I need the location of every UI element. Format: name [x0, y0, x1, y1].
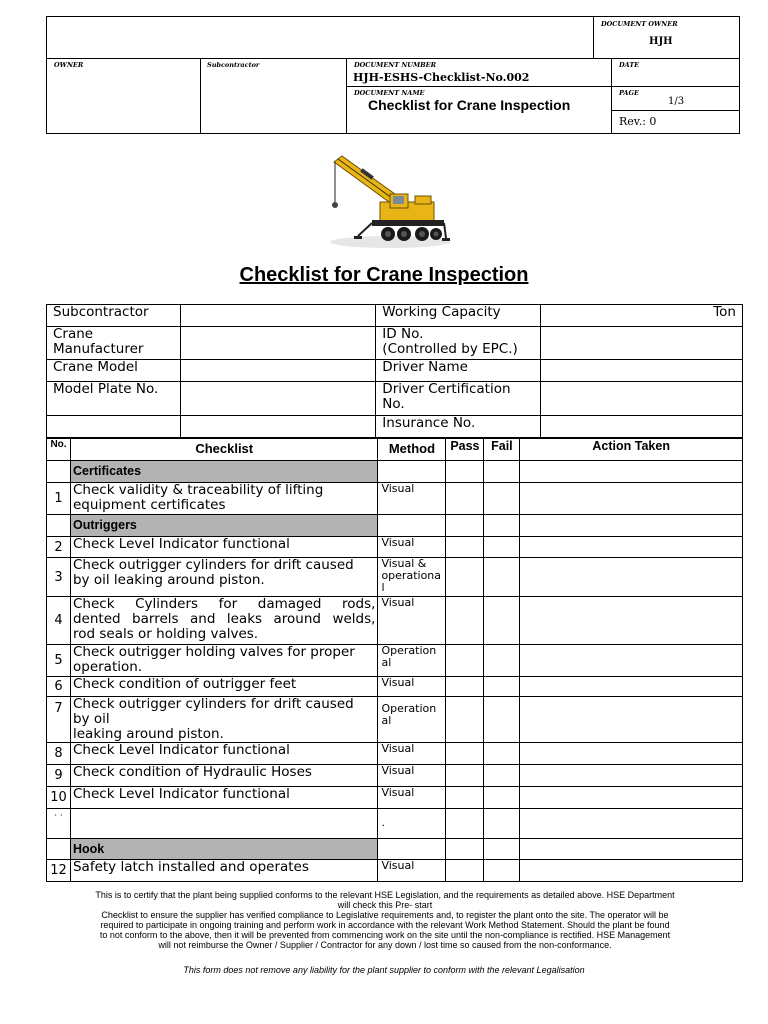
- action-cell[interactable]: [520, 860, 743, 882]
- action-cell[interactable]: [520, 743, 743, 765]
- working-capacity-field[interactable]: [540, 305, 742, 327]
- method-cell: Visual: [378, 765, 446, 787]
- date-label: DATE: [619, 61, 640, 69]
- method-cell: Visual: [378, 537, 446, 558]
- table-row: 4 Check Cylinders for damaged rods, dented barrels and leaks around welds, rod seals or holding valves. Visual: [47, 597, 743, 645]
- crane-info-table: [46, 304, 743, 438]
- action-cell[interactable]: [520, 645, 743, 677]
- document-number-label: DOCUMENT NUMBER: [354, 61, 436, 69]
- page-label: PAGE: [619, 89, 639, 97]
- table-row: · · .: [47, 809, 743, 839]
- table-row: 1 Check validity & traceability of lifting equipment certificates Visual: [47, 483, 743, 515]
- pass-cell[interactable]: [446, 597, 484, 645]
- action-cell[interactable]: [520, 809, 743, 839]
- table-row: 3 Check outrigger cylinders for drift caused by oil leaking around piston. Visual & operationa l: [47, 558, 743, 597]
- driver-cert-label: Driver Certification No.: [376, 382, 541, 416]
- action-cell[interactable]: [520, 537, 743, 558]
- col-action-header: Action Taken: [520, 439, 743, 461]
- check-item: Check Level Indicator functional: [70, 743, 377, 765]
- checklist-table: [46, 438, 743, 882]
- ton-unit: Ton: [713, 304, 736, 320]
- pass-cell[interactable]: [446, 558, 484, 597]
- id-no-field[interactable]: [540, 327, 742, 360]
- page-value: 1/3: [668, 96, 685, 107]
- method-cell: Visual: [378, 597, 446, 645]
- method-cell: Visual: [378, 787, 446, 809]
- method-cell: Visual: [378, 743, 446, 765]
- document-owner-label: DOCUMENT OWNER: [601, 20, 678, 28]
- col-fail-header: Fail: [484, 439, 520, 461]
- driver-cert-field[interactable]: [540, 382, 742, 416]
- fail-cell[interactable]: [484, 697, 520, 743]
- id-no-label: ID No. (Controlled by EPC.): [376, 327, 541, 360]
- check-item: Check condition of Hydraulic Hoses: [70, 765, 377, 787]
- col-checklist-header: Checklist: [70, 439, 377, 461]
- method-cell: Visual: [378, 860, 446, 882]
- method-cell: Visual: [378, 677, 446, 697]
- page-title: Checklist for Crane Inspection: [239, 264, 529, 286]
- pass-cell[interactable]: [446, 677, 484, 697]
- table-row: 8 Check Level Indicator functional Visual: [47, 743, 743, 765]
- subcontractor-field[interactable]: [181, 305, 376, 327]
- section-hook: Hook: [70, 839, 377, 860]
- table-row: 10 Check Level Indicator functional Visual: [47, 787, 743, 809]
- liability-disclaimer: This form does not remove any liability for the plant supplier to conform with the relevant Legalisation: [183, 965, 585, 975]
- action-cell[interactable]: [520, 765, 743, 787]
- pass-cell[interactable]: [446, 860, 484, 882]
- method-cell: Operation al: [378, 645, 446, 677]
- crane-manufacturer-label: Crane Manufacturer: [47, 327, 181, 360]
- crane-model-field[interactable]: [181, 360, 376, 382]
- insurance-field[interactable]: [540, 416, 742, 438]
- table-row: 7 Check outrigger cylinders for drift caused by oil leaking around piston. Operation al: [47, 697, 743, 743]
- check-item: Check Cylinders for damaged rods, dented barrels and leaks around welds, rod seals or holding valves.: [70, 597, 377, 645]
- subcontractor-header-label: Subcontractor: [207, 61, 260, 69]
- table-row: 9 Check condition of Hydraulic Hoses Visual: [47, 765, 743, 787]
- col-no-header: No.: [47, 439, 71, 461]
- owner-label: OWNER: [54, 61, 84, 69]
- model-plate-label: Model Plate No.: [47, 382, 181, 416]
- action-cell[interactable]: [520, 677, 743, 697]
- fail-cell[interactable]: [484, 860, 520, 882]
- pass-cell[interactable]: [446, 743, 484, 765]
- table-row: 2 Check Level Indicator functional Visual: [47, 537, 743, 558]
- fail-cell[interactable]: [484, 765, 520, 787]
- fail-cell[interactable]: [484, 809, 520, 839]
- fail-cell[interactable]: [484, 483, 520, 515]
- crane-manufacturer-field[interactable]: [181, 327, 376, 360]
- driver-name-field[interactable]: [540, 360, 742, 382]
- fail-cell[interactable]: [484, 537, 520, 558]
- document-number-value: HJH-ESHS-Checklist-No.002: [353, 71, 530, 84]
- pass-cell[interactable]: [446, 809, 484, 839]
- section-certificates: Certificates: [70, 461, 377, 483]
- pass-cell[interactable]: [446, 765, 484, 787]
- check-item: Check condition of outrigger feet: [70, 677, 377, 697]
- document-name-label: DOCUMENT NAME: [354, 89, 425, 97]
- check-item: Check Level Indicator functional: [70, 537, 377, 558]
- certification-statement: This is to certify that the plant being supplied conforms to the relevant HSE Legislation, and the requirements as detailed above. HSE Department will check this Pre- start Checklist to ensure the supplier has verified compliance to Legislative requirements and, to register the plant onto the site. The operator will be required to participate in ongoing training and perform work in accordance with the relevant Work Method Statement. Should the plant be found to not conform to the above, then it will be prevented from commencing work on the site until the non-compliance is rectified. HSE Management will not reimburse the Owner / Supplier / Contractor for any down / lost time so caused from the non-conformance.: [95, 890, 675, 950]
- empty-field-cell: [181, 416, 376, 438]
- check-item: Check validity & traceability of lifting equipment certificates: [70, 483, 377, 515]
- fail-cell[interactable]: [484, 558, 520, 597]
- table-row: 6 Check condition of outrigger feet Visual: [47, 677, 743, 697]
- table-row: 12 Safety latch installed and operates Visual: [47, 860, 743, 882]
- method-cell: Visual & operationa l: [378, 558, 446, 597]
- working-capacity-label: Working Capacity: [376, 305, 541, 327]
- pass-cell[interactable]: [446, 787, 484, 809]
- action-cell[interactable]: [520, 558, 743, 597]
- check-item: Check Level Indicator functional: [70, 787, 377, 809]
- pass-cell[interactable]: [446, 483, 484, 515]
- check-item: Check outrigger cylinders for drift caused by oil leaking around piston.: [70, 558, 377, 597]
- pass-cell[interactable]: [446, 645, 484, 677]
- table-row: 5 Check outrigger holding valves for proper operation. Operation al: [47, 645, 743, 677]
- method-cell: Operation al: [378, 697, 446, 743]
- insurance-label: Insurance No.: [376, 416, 541, 438]
- fail-cell[interactable]: [484, 787, 520, 809]
- section-outriggers: Outriggers: [70, 515, 377, 537]
- crane-image: [320, 150, 450, 250]
- method-cell: .: [378, 809, 446, 839]
- fail-cell[interactable]: [484, 645, 520, 677]
- revision-value: Rev.: 0: [619, 115, 657, 128]
- document-owner-value: HJH: [649, 36, 673, 47]
- document-name-value: Checklist for Crane Inspection: [368, 97, 571, 113]
- fail-cell[interactable]: [484, 743, 520, 765]
- subcontractor-label: Subcontractor: [47, 305, 181, 327]
- col-pass-header: Pass: [446, 439, 484, 461]
- action-cell[interactable]: [520, 697, 743, 743]
- pass-cell[interactable]: [446, 697, 484, 743]
- pass-cell[interactable]: [446, 537, 484, 558]
- model-plate-field[interactable]: [181, 382, 376, 416]
- check-item: [70, 809, 377, 839]
- col-method-header: Method: [378, 439, 446, 461]
- check-item: Check outrigger cylinders for drift caused by oil leaking around piston.: [70, 697, 377, 743]
- driver-name-label: Driver Name: [376, 360, 541, 382]
- crane-model-label: Crane Model: [47, 360, 181, 382]
- action-cell[interactable]: [520, 483, 743, 515]
- check-item: Safety latch installed and operates: [70, 860, 377, 882]
- empty-label-cell: [47, 416, 181, 438]
- action-cell[interactable]: [520, 787, 743, 809]
- fail-cell[interactable]: [484, 597, 520, 645]
- fail-cell[interactable]: [484, 677, 520, 697]
- action-cell[interactable]: [520, 597, 743, 645]
- check-item: Check outrigger holding valves for proper operation.: [70, 645, 377, 677]
- method-cell: Visual: [378, 483, 446, 515]
